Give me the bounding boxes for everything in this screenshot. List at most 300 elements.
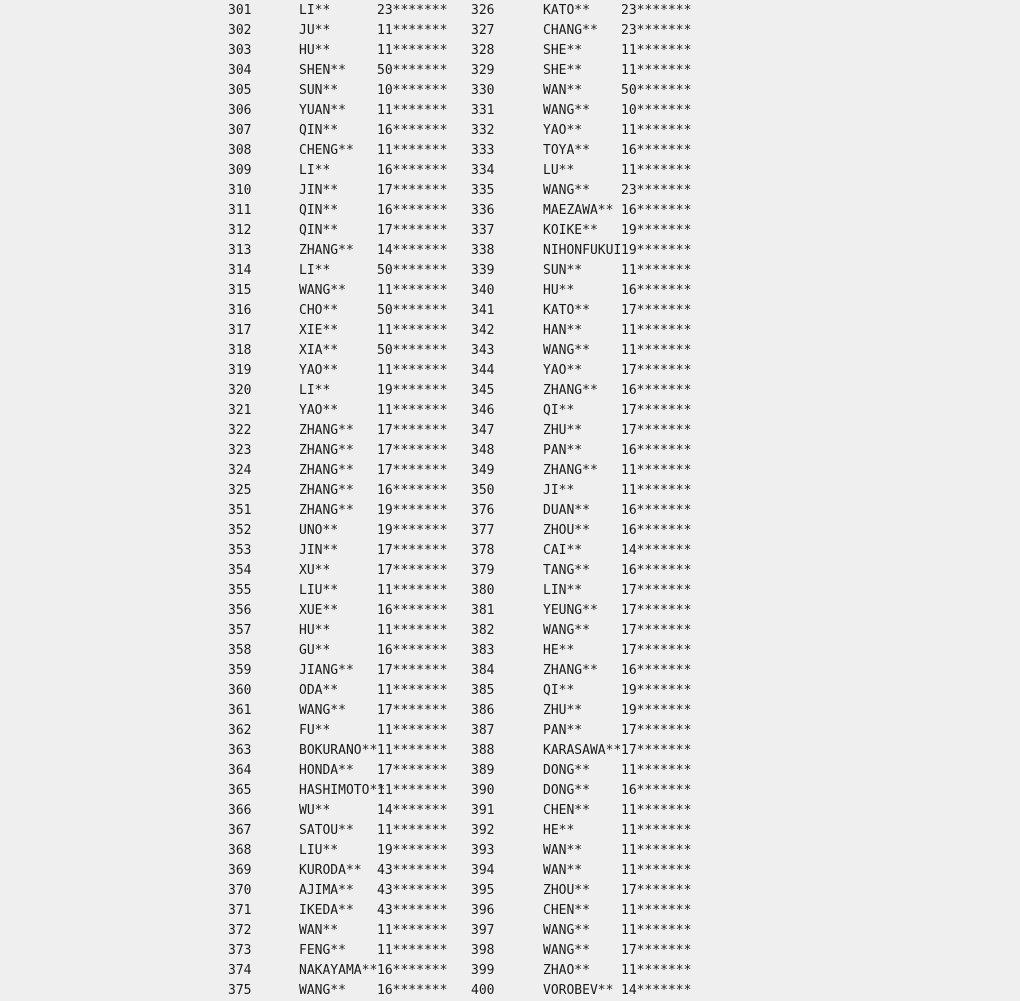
- left-id: 17*******: [377, 463, 448, 478]
- list-row: [0, 141, 1020, 161]
- right-id: 11*******: [621, 843, 692, 858]
- right-number: 399: [471, 963, 495, 978]
- left-name: SUN**: [299, 83, 339, 98]
- left-id: 43*******: [377, 863, 448, 878]
- list-row: [0, 741, 1020, 761]
- left-id: 16*******: [377, 203, 448, 218]
- left-number: 312: [228, 223, 252, 238]
- right-name: KATO**: [543, 3, 590, 18]
- left-number: 365: [228, 783, 252, 798]
- list-row: [0, 821, 1020, 841]
- right-name: YAO**: [543, 363, 583, 378]
- left-number: 320: [228, 383, 252, 398]
- left-name: LIU**: [299, 843, 339, 858]
- left-number: 367: [228, 823, 252, 838]
- left-name: IKEDA**: [299, 903, 354, 918]
- right-number: 376: [471, 503, 495, 518]
- left-id: 17*******: [377, 423, 448, 438]
- right-number: 385: [471, 683, 495, 698]
- right-name: WANG**: [543, 623, 590, 638]
- left-number: 351: [228, 503, 252, 518]
- right-name: SHE**: [543, 43, 583, 58]
- right-name: WAN**: [543, 83, 583, 98]
- right-id: 17*******: [621, 743, 692, 758]
- right-id: 16*******: [621, 503, 692, 518]
- list-row: [0, 541, 1020, 561]
- left-id: 11*******: [377, 783, 448, 798]
- right-id: 50*******: [621, 83, 692, 98]
- right-name: ZHAO**: [543, 963, 590, 978]
- right-name: KOIKE**: [543, 223, 598, 238]
- list-row: [0, 301, 1020, 321]
- right-name: NIHONFUKUI: [543, 243, 622, 258]
- right-id: 11*******: [621, 823, 692, 838]
- left-number: 307: [228, 123, 252, 138]
- left-name: HU**: [299, 43, 331, 58]
- left-number: 366: [228, 803, 252, 818]
- left-id: 17*******: [377, 543, 448, 558]
- left-number: 310: [228, 183, 252, 198]
- right-name: HE**: [543, 643, 575, 658]
- right-number: 349: [471, 463, 495, 478]
- left-name: WU**: [299, 803, 331, 818]
- right-name: LU**: [543, 163, 575, 178]
- left-id: 16*******: [377, 603, 448, 618]
- left-name: WANG**: [299, 983, 346, 998]
- left-number: 359: [228, 663, 252, 678]
- right-id: 19*******: [621, 683, 692, 698]
- left-id: 19*******: [377, 843, 448, 858]
- left-number: 370: [228, 883, 252, 898]
- left-name: SATOU**: [299, 823, 354, 838]
- left-name: ZHANG**: [299, 483, 354, 498]
- left-number: 301: [228, 3, 252, 18]
- right-number: 396: [471, 903, 495, 918]
- list-row: [0, 481, 1020, 501]
- right-number: 336: [471, 203, 495, 218]
- right-name: YAO**: [543, 123, 583, 138]
- left-name: GU**: [299, 643, 331, 658]
- right-number: 382: [471, 623, 495, 638]
- left-name: ZHANG**: [299, 423, 354, 438]
- left-name: BOKURANO**: [299, 743, 378, 758]
- left-id: 17*******: [377, 763, 448, 778]
- list-row: [0, 581, 1020, 601]
- right-name: CHEN**: [543, 803, 590, 818]
- right-name: KARASAWA**: [543, 743, 622, 758]
- right-id: 16*******: [621, 143, 692, 158]
- left-number: 324: [228, 463, 252, 478]
- right-number: 343: [471, 343, 495, 358]
- left-name: HONDA**: [299, 763, 354, 778]
- left-number: 363: [228, 743, 252, 758]
- right-number: 388: [471, 743, 495, 758]
- right-id: 11*******: [621, 923, 692, 938]
- right-name: QI**: [543, 683, 575, 698]
- right-name: ZHANG**: [543, 663, 598, 678]
- left-name: ZHANG**: [299, 243, 354, 258]
- list-row: [0, 21, 1020, 41]
- left-number: 325: [228, 483, 252, 498]
- left-id: 11*******: [377, 143, 448, 158]
- right-number: 381: [471, 603, 495, 618]
- right-name: TANG**: [543, 563, 590, 578]
- right-name: ZHANG**: [543, 383, 598, 398]
- left-id: 19*******: [377, 383, 448, 398]
- left-name: ZHANG**: [299, 463, 354, 478]
- right-id: 19*******: [621, 703, 692, 718]
- right-id: 17*******: [621, 303, 692, 318]
- right-id: 16*******: [621, 563, 692, 578]
- left-name: ZHANG**: [299, 443, 354, 458]
- left-id: 14*******: [377, 803, 448, 818]
- right-number: 377: [471, 523, 495, 538]
- right-id: 11*******: [621, 123, 692, 138]
- left-id: 16*******: [377, 963, 448, 978]
- right-number: 328: [471, 43, 495, 58]
- list-row: [0, 701, 1020, 721]
- list-row: [0, 41, 1020, 61]
- right-id: 11*******: [621, 483, 692, 498]
- left-id: 16*******: [377, 643, 448, 658]
- left-name: JIN**: [299, 183, 339, 198]
- left-name: YUAN**: [299, 103, 346, 118]
- left-id: 11*******: [377, 723, 448, 738]
- right-number: 329: [471, 63, 495, 78]
- list-row: [0, 561, 1020, 581]
- list-row: [0, 441, 1020, 461]
- right-name: WANG**: [543, 343, 590, 358]
- right-number: 394: [471, 863, 495, 878]
- right-number: 334: [471, 163, 495, 178]
- list-row: [0, 381, 1020, 401]
- left-number: 373: [228, 943, 252, 958]
- list-row: [0, 161, 1020, 181]
- left-number: 352: [228, 523, 252, 538]
- right-id: 23*******: [621, 183, 692, 198]
- list-row: [0, 341, 1020, 361]
- right-number: 330: [471, 83, 495, 98]
- right-name: CAI**: [543, 543, 583, 558]
- right-number: 400: [471, 983, 495, 998]
- list-row: [0, 81, 1020, 101]
- list-row: [0, 241, 1020, 261]
- left-name: WANG**: [299, 283, 346, 298]
- right-number: 348: [471, 443, 495, 458]
- left-number: 323: [228, 443, 252, 458]
- right-number: 331: [471, 103, 495, 118]
- right-name: ZHOU**: [543, 883, 590, 898]
- list-row: [0, 101, 1020, 121]
- list-row: [0, 721, 1020, 741]
- left-id: 50*******: [377, 63, 448, 78]
- right-number: 378: [471, 543, 495, 558]
- left-id: 43*******: [377, 883, 448, 898]
- right-name: MAEZAWA**: [543, 203, 614, 218]
- left-name: YAO**: [299, 363, 339, 378]
- right-number: 340: [471, 283, 495, 298]
- list-row: [0, 461, 1020, 481]
- list-row: [0, 621, 1020, 641]
- right-id: 11*******: [621, 803, 692, 818]
- right-name: WANG**: [543, 103, 590, 118]
- left-number: 375: [228, 983, 252, 998]
- left-name: YAO**: [299, 403, 339, 418]
- left-id: 11*******: [377, 103, 448, 118]
- right-number: 342: [471, 323, 495, 338]
- right-id: 11*******: [621, 903, 692, 918]
- left-id: 11*******: [377, 583, 448, 598]
- right-name: JI**: [543, 483, 575, 498]
- right-name: PAN**: [543, 723, 583, 738]
- list-row: [0, 261, 1020, 281]
- right-number: 398: [471, 943, 495, 958]
- right-name: WANG**: [543, 923, 590, 938]
- right-name: LIN**: [543, 583, 583, 598]
- left-name: XIE**: [299, 323, 339, 338]
- left-number: 304: [228, 63, 252, 78]
- list-row: [0, 601, 1020, 621]
- left-number: 306: [228, 103, 252, 118]
- right-id: 17*******: [621, 403, 692, 418]
- right-id: 14*******: [621, 543, 692, 558]
- right-id: 16*******: [621, 203, 692, 218]
- right-id: 17*******: [621, 943, 692, 958]
- left-name: LI**: [299, 3, 331, 18]
- list-row: [0, 361, 1020, 381]
- right-name: WANG**: [543, 943, 590, 958]
- right-id: 17*******: [621, 423, 692, 438]
- left-id: 11*******: [377, 623, 448, 638]
- left-name: FU**: [299, 723, 331, 738]
- list-row: [0, 981, 1020, 1001]
- left-id: 16*******: [377, 163, 448, 178]
- list-row: [0, 321, 1020, 341]
- left-id: 11*******: [377, 683, 448, 698]
- left-name: AJIMA**: [299, 883, 354, 898]
- right-number: 346: [471, 403, 495, 418]
- left-id: 19*******: [377, 503, 448, 518]
- right-name: QI**: [543, 403, 575, 418]
- left-id: 50*******: [377, 343, 448, 358]
- left-number: 374: [228, 963, 252, 978]
- right-name: CHANG**: [543, 23, 598, 38]
- left-name: QIN**: [299, 123, 339, 138]
- right-name: SUN**: [543, 263, 583, 278]
- right-number: 386: [471, 703, 495, 718]
- right-id: 16*******: [621, 783, 692, 798]
- left-id: 17*******: [377, 663, 448, 678]
- list-row: [0, 681, 1020, 701]
- right-name: DUAN**: [543, 503, 590, 518]
- left-number: 356: [228, 603, 252, 618]
- left-id: 11*******: [377, 283, 448, 298]
- left-name: XU**: [299, 563, 331, 578]
- left-name: XUE**: [299, 603, 339, 618]
- right-id: 19*******: [621, 223, 692, 238]
- left-id: 16*******: [377, 123, 448, 138]
- left-id: 11*******: [377, 323, 448, 338]
- left-id: 17*******: [377, 443, 448, 458]
- left-number: 317: [228, 323, 252, 338]
- left-id: 17*******: [377, 223, 448, 238]
- left-number: 309: [228, 163, 252, 178]
- left-number: 305: [228, 83, 252, 98]
- left-number: 303: [228, 43, 252, 58]
- list-row: [0, 401, 1020, 421]
- left-number: 315: [228, 283, 252, 298]
- list-row: [0, 861, 1020, 881]
- left-number: 361: [228, 703, 252, 718]
- right-id: 16*******: [621, 383, 692, 398]
- left-name: LI**: [299, 263, 331, 278]
- right-name: YEUNG**: [543, 603, 598, 618]
- left-number: 319: [228, 363, 252, 378]
- right-id: 11*******: [621, 323, 692, 338]
- right-number: 327: [471, 23, 495, 38]
- left-number: 302: [228, 23, 252, 38]
- left-id: 10*******: [377, 83, 448, 98]
- left-name: CHENG**: [299, 143, 354, 158]
- left-number: 311: [228, 203, 252, 218]
- right-number: 335: [471, 183, 495, 198]
- right-number: 333: [471, 143, 495, 158]
- left-id: 19*******: [377, 523, 448, 538]
- right-number: 392: [471, 823, 495, 838]
- right-number: 344: [471, 363, 495, 378]
- left-number: 353: [228, 543, 252, 558]
- right-id: 16*******: [621, 443, 692, 458]
- right-number: 383: [471, 643, 495, 658]
- right-id: 16*******: [621, 663, 692, 678]
- right-id: 17*******: [621, 723, 692, 738]
- right-id: 11*******: [621, 763, 692, 778]
- right-id: 11*******: [621, 963, 692, 978]
- right-name: HE**: [543, 823, 575, 838]
- right-name: WANG**: [543, 183, 590, 198]
- right-name: PAN**: [543, 443, 583, 458]
- right-id: 11*******: [621, 63, 692, 78]
- right-number: 338: [471, 243, 495, 258]
- left-name: JIANG**: [299, 663, 354, 678]
- left-name: WAN**: [299, 923, 339, 938]
- left-id: 16*******: [377, 983, 448, 998]
- right-id: 16*******: [621, 523, 692, 538]
- left-name: UNO**: [299, 523, 339, 538]
- right-number: 384: [471, 663, 495, 678]
- left-name: HU**: [299, 623, 331, 638]
- left-number: 368: [228, 843, 252, 858]
- left-name: WANG**: [299, 703, 346, 718]
- right-name: KATO**: [543, 303, 590, 318]
- right-number: 379: [471, 563, 495, 578]
- left-number: 372: [228, 923, 252, 938]
- list-row: [0, 281, 1020, 301]
- list-row: [0, 121, 1020, 141]
- left-number: 318: [228, 343, 252, 358]
- left-id: 50*******: [377, 303, 448, 318]
- right-name: TOYA**: [543, 143, 590, 158]
- right-name: ZHOU**: [543, 523, 590, 538]
- right-number: 345: [471, 383, 495, 398]
- left-number: 371: [228, 903, 252, 918]
- right-name: HU**: [543, 283, 575, 298]
- left-name: ZHANG**: [299, 503, 354, 518]
- right-id: 11*******: [621, 463, 692, 478]
- left-number: 313: [228, 243, 252, 258]
- right-name: WAN**: [543, 843, 583, 858]
- right-id: 17*******: [621, 603, 692, 618]
- right-name: WAN**: [543, 863, 583, 878]
- left-name: LI**: [299, 163, 331, 178]
- right-id: 14*******: [621, 983, 692, 998]
- left-name: ODA**: [299, 683, 339, 698]
- right-name: CHEN**: [543, 903, 590, 918]
- list-row: [0, 1, 1020, 21]
- right-id: 11*******: [621, 263, 692, 278]
- left-name: NAKAYAMA**: [299, 963, 378, 978]
- list-row: [0, 661, 1020, 681]
- left-number: 357: [228, 623, 252, 638]
- left-name: FENG**: [299, 943, 346, 958]
- right-number: 380: [471, 583, 495, 598]
- right-id: 11*******: [621, 163, 692, 178]
- right-id: 17*******: [621, 623, 692, 638]
- right-id: 16*******: [621, 283, 692, 298]
- right-name: ZHANG**: [543, 463, 598, 478]
- left-number: 360: [228, 683, 252, 698]
- left-id: 23*******: [377, 3, 448, 18]
- right-id: 17*******: [621, 363, 692, 378]
- left-id: 11*******: [377, 43, 448, 58]
- left-id: 11*******: [377, 363, 448, 378]
- left-name: QIN**: [299, 203, 339, 218]
- list-row: [0, 781, 1020, 801]
- right-name: ZHU**: [543, 703, 583, 718]
- left-id: 17*******: [377, 563, 448, 578]
- left-id: 17*******: [377, 183, 448, 198]
- left-number: 308: [228, 143, 252, 158]
- list-row: [0, 901, 1020, 921]
- right-number: 395: [471, 883, 495, 898]
- left-id: 43*******: [377, 903, 448, 918]
- right-number: 389: [471, 763, 495, 778]
- left-id: 50*******: [377, 263, 448, 278]
- right-name: DONG**: [543, 763, 590, 778]
- right-id: 17*******: [621, 883, 692, 898]
- right-number: 341: [471, 303, 495, 318]
- list-row: [0, 921, 1020, 941]
- right-number: 337: [471, 223, 495, 238]
- left-id: 16*******: [377, 483, 448, 498]
- list-row: [0, 201, 1020, 221]
- left-id: 11*******: [377, 923, 448, 938]
- list-row: [0, 61, 1020, 81]
- left-id: 11*******: [377, 23, 448, 38]
- list-row: [0, 641, 1020, 661]
- right-number: 326: [471, 3, 495, 18]
- left-number: 314: [228, 263, 252, 278]
- right-name: VOROBEV**: [543, 983, 614, 998]
- right-number: 339: [471, 263, 495, 278]
- right-name: SHE**: [543, 63, 583, 78]
- list-row: [0, 501, 1020, 521]
- left-id: 11*******: [377, 943, 448, 958]
- right-number: 350: [471, 483, 495, 498]
- left-name: KURODA**: [299, 863, 362, 878]
- list-row: [0, 421, 1020, 441]
- left-number: 316: [228, 303, 252, 318]
